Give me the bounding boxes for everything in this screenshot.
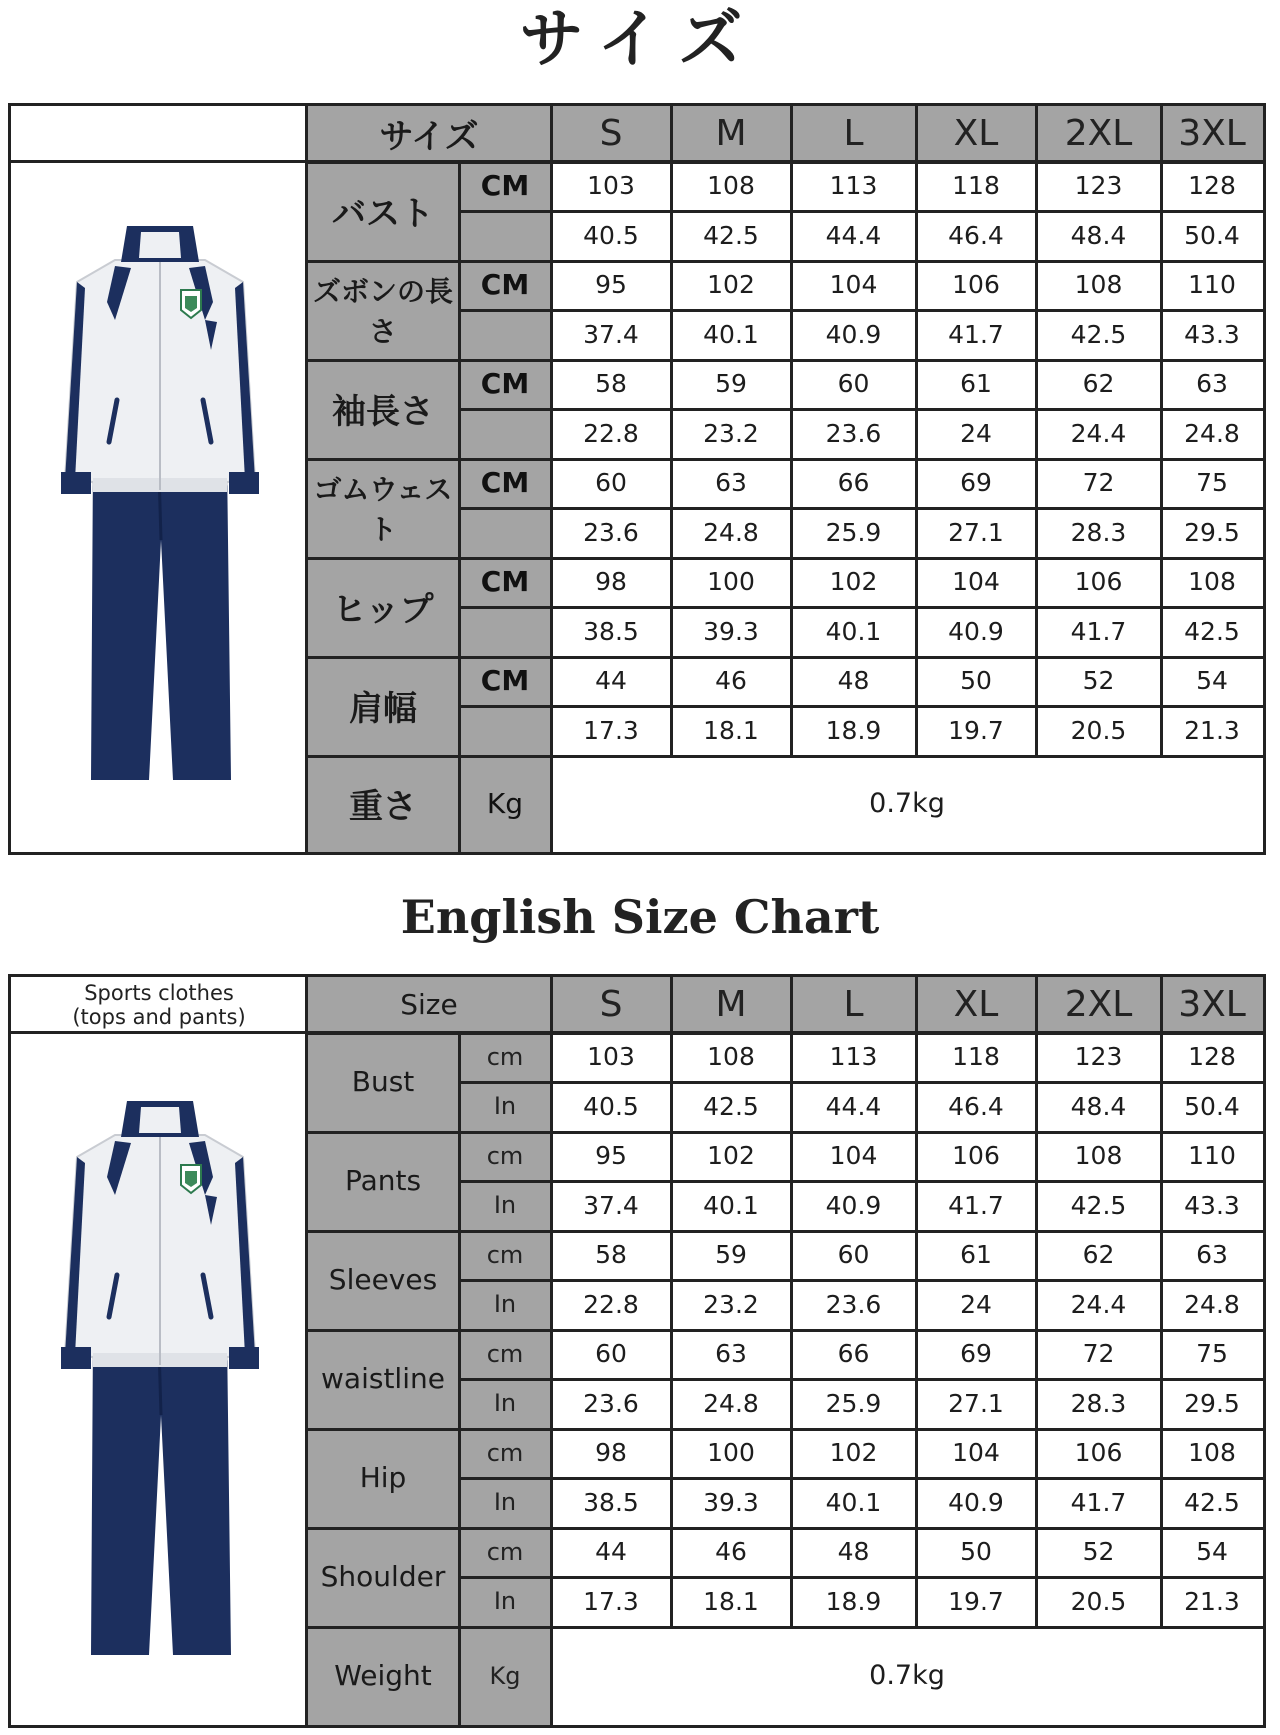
size-column-header: 3XL: [1161, 977, 1263, 1032]
value-in: 20.5: [1070, 715, 1127, 745]
value-in: 50.4: [1184, 220, 1240, 250]
value-in: 41.7: [1070, 616, 1127, 646]
value-cm: 46: [715, 1537, 747, 1567]
size-column-header: L: [791, 977, 916, 1032]
unit-in: In: [459, 1577, 551, 1627]
page-title-en: English Size Chart: [400, 890, 880, 944]
sub-row-divider: [459, 1279, 1263, 1282]
value-cm: 110: [1188, 270, 1236, 300]
unit-in: [459, 310, 551, 360]
value-cm: 75: [1196, 468, 1228, 498]
value-in: 23.2: [703, 1289, 759, 1319]
row-divider: [307, 1230, 1263, 1233]
value-in: 37.4: [583, 319, 639, 349]
header-divider: [11, 160, 1263, 163]
unit-in: In: [459, 1280, 551, 1330]
value-in: 18.9: [825, 715, 882, 745]
value-in: 40.1: [703, 1190, 759, 1220]
column-divider: [305, 977, 308, 1725]
value-cm: 72: [1082, 468, 1115, 498]
column-divider: [790, 977, 793, 1626]
value-cm: 128: [1188, 171, 1236, 201]
value-cm: 52: [1082, 666, 1115, 696]
unit-in: In: [459, 1082, 551, 1132]
value-cm: 113: [829, 1042, 878, 1072]
size-column-header: 2XL: [1036, 977, 1161, 1032]
value-in: 40.5: [583, 1091, 639, 1121]
value-cm: 108: [707, 1042, 755, 1072]
row-divider: [307, 1626, 1263, 1629]
row-label: ズボンの長さ: [307, 260, 459, 359]
value-cm: 106: [1074, 1438, 1123, 1468]
value-in: 39.3: [703, 1487, 759, 1517]
sub-row-divider: [459, 1576, 1263, 1579]
size-column-header: 3XL: [1161, 106, 1263, 161]
value-cm: 58: [595, 1240, 627, 1270]
value-cm: 48: [837, 666, 870, 696]
value-in: 20.5: [1070, 1586, 1127, 1616]
value-in: 40.5: [583, 220, 639, 250]
value-in: 21.3: [1184, 1586, 1240, 1616]
value-cm: 52: [1082, 1537, 1115, 1567]
value-cm: 44: [595, 666, 627, 696]
row-divider: [307, 1428, 1263, 1431]
value-cm: 48: [837, 1537, 870, 1567]
column-divider: [790, 106, 793, 755]
size-column-header: XL: [916, 106, 1036, 161]
unit-in: [459, 508, 551, 558]
size-column-header: M: [671, 106, 791, 161]
value-cm: 50: [960, 666, 992, 696]
weight-value: 0.7kg: [869, 1660, 945, 1691]
value-in: 18.9: [825, 1586, 882, 1616]
value-cm: 60: [595, 1339, 627, 1369]
column-divider: [1160, 977, 1163, 1626]
size-column-header: XL: [916, 977, 1036, 1032]
value-in: 22.8: [583, 1289, 639, 1319]
value-in: 40.1: [825, 616, 882, 646]
value-in: 27.1: [948, 517, 1004, 547]
size-column-header: L: [791, 106, 916, 161]
value-in: 46.4: [948, 220, 1004, 250]
unit-cm: CM: [459, 656, 551, 706]
value-cm: 103: [587, 171, 635, 201]
unit-cm: CM: [459, 458, 551, 508]
row-divider: [307, 1527, 1263, 1530]
value-cm: 123: [1074, 1042, 1123, 1072]
page-title-jp: サイズ: [519, 3, 761, 77]
row-divider: [307, 656, 1263, 659]
value-in: 19.7: [948, 1586, 1004, 1616]
value-in: 23.6: [825, 1289, 882, 1319]
value-cm: 59: [715, 369, 747, 399]
sub-row-divider: [459, 1378, 1263, 1381]
sub-row-divider: [459, 309, 1263, 312]
size-column-header: M: [671, 977, 791, 1032]
value-cm: 102: [829, 567, 878, 597]
value-in: 18.1: [703, 715, 759, 745]
size-header-cell: サイズ: [307, 106, 551, 161]
value-cm: 108: [1188, 1438, 1236, 1468]
value-in: 28.3: [1070, 517, 1127, 547]
unit-cm: CM: [459, 161, 551, 211]
row-label: Hip: [307, 1428, 459, 1527]
unit-cm: cm: [459, 1131, 551, 1181]
row-label: Bust: [307, 1032, 459, 1131]
value-in: 42.5: [1070, 1190, 1127, 1220]
value-in: 40.9: [948, 1487, 1004, 1517]
column-divider: [550, 977, 553, 1725]
column-divider: [915, 106, 918, 755]
unit-in: [459, 706, 551, 756]
value-cm: 69: [960, 1339, 992, 1369]
value-cm: 104: [829, 270, 878, 300]
row-divider: [307, 359, 1263, 362]
value-in: 24.8: [703, 1388, 759, 1418]
row-divider: [307, 755, 1263, 758]
value-cm: 102: [829, 1438, 878, 1468]
value-in: 50.4: [1184, 1091, 1240, 1121]
sub-row-divider: [459, 408, 1263, 411]
weight-label: 重さ: [307, 755, 459, 852]
value-in: 40.1: [703, 319, 759, 349]
unit-cm: cm: [459, 1230, 551, 1280]
value-cm: 128: [1188, 1042, 1236, 1072]
value-cm: 61: [960, 369, 992, 399]
value-in: 41.7: [948, 1190, 1004, 1220]
value-cm: 54: [1196, 1537, 1228, 1567]
row-divider: [307, 1329, 1263, 1332]
value-in: 42.5: [1070, 319, 1127, 349]
value-cm: 66: [837, 1339, 870, 1369]
value-in: 43.3: [1184, 319, 1240, 349]
column-divider: [458, 161, 461, 852]
sub-row-divider: [459, 705, 1263, 708]
corner-label-line1: Sports clothes: [84, 980, 234, 1005]
value-cm: 60: [837, 369, 870, 399]
value-in: 21.3: [1184, 715, 1240, 745]
header-divider: [11, 1031, 1263, 1034]
row-label: Pants: [307, 1131, 459, 1230]
value-in: 48.4: [1070, 220, 1127, 250]
value-cm: 75: [1196, 1339, 1228, 1369]
value-cm: 106: [952, 270, 1000, 300]
value-in: 39.3: [703, 616, 759, 646]
value-cm: 98: [595, 1438, 627, 1468]
value-cm: 108: [1188, 567, 1236, 597]
value-in: 42.5: [1184, 1487, 1240, 1517]
corner-label-line2: (tops and pants): [72, 1004, 246, 1029]
sub-row-divider: [459, 606, 1263, 609]
value-in: 25.9: [825, 1388, 882, 1418]
sub-row-divider: [459, 1081, 1263, 1084]
value-in: 23.6: [583, 517, 639, 547]
size-column-header: 2XL: [1036, 106, 1161, 161]
size-chart-jp: [8, 103, 1266, 855]
unit-cm: CM: [459, 557, 551, 607]
corner-label: [11, 977, 307, 1032]
value-in: 22.8: [583, 418, 639, 448]
value-cm: 61: [960, 1240, 992, 1270]
value-in: 27.1: [948, 1388, 1004, 1418]
unit-cm: CM: [459, 260, 551, 310]
row-divider: [307, 458, 1263, 461]
column-divider: [458, 1032, 461, 1725]
column-divider: [670, 106, 673, 755]
value-cm: 103: [587, 1042, 635, 1072]
value-in: 44.4: [825, 220, 882, 250]
value-cm: 106: [952, 1141, 1000, 1171]
value-cm: 44: [595, 1537, 627, 1567]
value-cm: 62: [1082, 369, 1115, 399]
value-in: 29.5: [1184, 517, 1240, 547]
value-in: 41.7: [948, 319, 1004, 349]
row-divider: [307, 260, 1263, 263]
value-cm: 72: [1082, 1339, 1115, 1369]
value-in: 40.9: [825, 319, 882, 349]
value-cm: 95: [595, 1141, 627, 1171]
value-cm: 63: [715, 468, 747, 498]
value-in: 24.8: [1184, 1289, 1240, 1319]
column-divider: [550, 106, 553, 852]
value-cm: 60: [595, 468, 627, 498]
column-divider: [305, 106, 308, 852]
value-in: 40.9: [948, 616, 1004, 646]
value-cm: 118: [952, 1042, 1000, 1072]
column-divider: [1160, 106, 1163, 755]
weight-label: Weight: [307, 1626, 459, 1725]
unit-cm: cm: [459, 1527, 551, 1577]
unit-in: [459, 607, 551, 657]
unit-in: [459, 211, 551, 261]
value-in: 24: [960, 1289, 992, 1319]
value-in: 46.4: [948, 1091, 1004, 1121]
unit-in: [459, 409, 551, 459]
row-divider: [307, 557, 1263, 560]
size-column-header: S: [551, 977, 671, 1032]
value-in: 24.4: [1070, 418, 1127, 448]
value-in: 24.8: [1184, 418, 1240, 448]
unit-in: In: [459, 1181, 551, 1231]
value-cm: 108: [1074, 1141, 1123, 1171]
value-in: 37.4: [583, 1190, 639, 1220]
value-cm: 58: [595, 369, 627, 399]
weight-value: 0.7kg: [869, 788, 945, 819]
sub-row-divider: [459, 1477, 1263, 1480]
value-cm: 63: [1196, 1240, 1228, 1270]
value-cm: 108: [707, 171, 755, 201]
value-in: 19.7: [948, 715, 1004, 745]
value-in: 40.1: [825, 1487, 882, 1517]
unit-cm: cm: [459, 1428, 551, 1478]
value-cm: 118: [952, 171, 1000, 201]
value-cm: 113: [829, 171, 878, 201]
value-cm: 60: [837, 1240, 870, 1270]
row-label: ゴムウェスト: [307, 458, 459, 557]
row-label: バスト: [307, 161, 459, 260]
unit-cm: CM: [459, 359, 551, 409]
value-in: 18.1: [703, 1586, 759, 1616]
value-in: 48.4: [1070, 1091, 1127, 1121]
value-cm: 104: [952, 1438, 1000, 1468]
value-cm: 46: [715, 666, 747, 696]
value-cm: 100: [707, 1438, 755, 1468]
unit-in: In: [459, 1478, 551, 1528]
value-in: 42.5: [1184, 616, 1240, 646]
value-in: 42.5: [703, 1091, 759, 1121]
size-header-cell: Size: [307, 977, 551, 1032]
row-label: ヒップ: [307, 557, 459, 656]
value-cm: 104: [952, 567, 1000, 597]
value-in: 38.5: [583, 616, 639, 646]
value-in: 44.4: [825, 1091, 882, 1121]
value-in: 24.8: [703, 517, 759, 547]
value-cm: 63: [715, 1339, 747, 1369]
size-column-header: S: [551, 106, 671, 161]
value-cm: 59: [715, 1240, 747, 1270]
value-in: 17.3: [583, 1586, 639, 1616]
value-in: 23.6: [825, 418, 882, 448]
sub-row-divider: [459, 507, 1263, 510]
value-cm: 100: [707, 567, 755, 597]
row-label: Shoulder: [307, 1527, 459, 1626]
column-divider: [1035, 106, 1038, 755]
sub-row-divider: [459, 1180, 1263, 1183]
value-cm: 110: [1188, 1141, 1236, 1171]
value-in: 40.9: [825, 1190, 882, 1220]
value-cm: 104: [829, 1141, 878, 1171]
value-cm: 106: [1074, 567, 1123, 597]
value-in: 43.3: [1184, 1190, 1240, 1220]
value-cm: 108: [1074, 270, 1123, 300]
unit-cm: cm: [459, 1329, 551, 1379]
column-divider: [670, 977, 673, 1626]
value-cm: 69: [960, 468, 992, 498]
row-label: waistline: [307, 1329, 459, 1428]
value-in: 23.2: [703, 418, 759, 448]
value-cm: 95: [595, 270, 627, 300]
value-in: 42.5: [703, 220, 759, 250]
row-label: 肩幅: [307, 656, 459, 755]
size-chart-en: [8, 974, 1266, 1728]
column-divider: [915, 977, 918, 1626]
value-in: 29.5: [1184, 1388, 1240, 1418]
value-cm: 123: [1074, 171, 1123, 201]
row-label: 袖長さ: [307, 359, 459, 458]
value-cm: 63: [1196, 369, 1228, 399]
column-divider: [1035, 977, 1038, 1626]
row-label: Sleeves: [307, 1230, 459, 1329]
weight-unit: Kg: [459, 1626, 551, 1725]
tracksuit-image: [55, 210, 265, 794]
value-in: 38.5: [583, 1487, 639, 1517]
value-cm: 102: [707, 1141, 755, 1171]
weight-unit: Kg: [459, 755, 551, 852]
value-in: 28.3: [1070, 1388, 1127, 1418]
row-divider: [307, 1131, 1263, 1134]
value-cm: 54: [1196, 666, 1228, 696]
value-in: 24: [960, 418, 992, 448]
value-cm: 50: [960, 1537, 992, 1567]
tracksuit-image: [55, 1085, 265, 1669]
value-cm: 98: [595, 567, 627, 597]
value-in: 23.6: [583, 1388, 639, 1418]
sub-row-divider: [459, 210, 1263, 213]
value-in: 17.3: [583, 715, 639, 745]
value-in: 25.9: [825, 517, 882, 547]
value-in: 41.7: [1070, 1487, 1127, 1517]
value-cm: 62: [1082, 1240, 1115, 1270]
unit-cm: cm: [459, 1032, 551, 1082]
value-cm: 66: [837, 468, 870, 498]
unit-in: In: [459, 1379, 551, 1429]
value-in: 24.4: [1070, 1289, 1127, 1319]
value-cm: 102: [707, 270, 755, 300]
